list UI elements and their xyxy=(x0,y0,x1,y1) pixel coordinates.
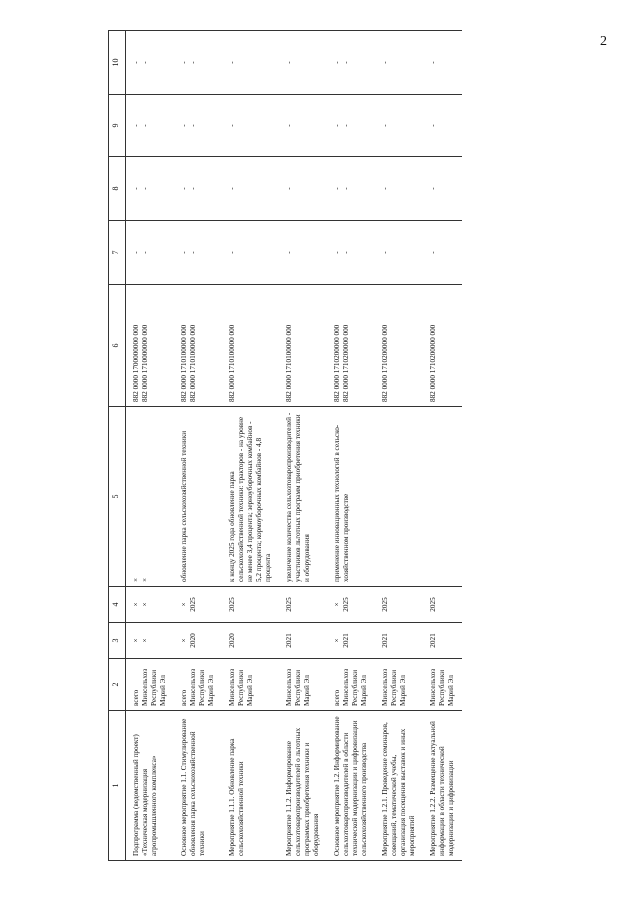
table-cell-col2: Минсельхоз Республики Марий Эл xyxy=(423,659,462,711)
col-header-7: 7 xyxy=(109,221,126,285)
table-cell-col8: - - xyxy=(174,157,222,221)
table-cell-col5: × × xyxy=(126,407,175,587)
table-cell-col9: - - xyxy=(174,95,222,157)
table-cell-col5: увеличение количества сельхозтоваропроизводителей - участников льготных программ приобретения техники и оборудования xyxy=(279,407,327,587)
table-cell-col3: × 2021 xyxy=(327,623,375,659)
table-cell-col7: - - xyxy=(327,221,375,285)
table-cell-col6: 882 0000 1710200000 000 xyxy=(423,285,462,407)
col-header-6: 6 xyxy=(109,285,126,407)
table-cell-col6: 882 0000 1710100000 000 xyxy=(279,285,327,407)
table-cell-col4: × 2025 xyxy=(174,587,222,623)
table-cell-col10: - xyxy=(222,31,279,95)
table-cell-col3: × × xyxy=(126,623,175,659)
table-row xyxy=(375,31,423,861)
table-cell-col1: Основное мероприятие 1.1. Стимулирование обновления парка сельскохозяйственной техники xyxy=(174,711,222,861)
table-cell-col8: - xyxy=(375,157,423,221)
table-cell-col5: обновление парка сельскохозяйственной техники xyxy=(174,407,222,587)
col-header-5: 5 xyxy=(109,407,126,587)
table-cell-col10: - xyxy=(375,31,423,95)
table-cell-col4: 2025 xyxy=(222,587,279,623)
table-cell-col4: × 2025 xyxy=(327,587,375,623)
page-number: 2 xyxy=(600,34,607,49)
col-header-3: 3 xyxy=(109,623,126,659)
table-cell-col6: 882 0000 1710100000 000 xyxy=(222,285,279,407)
table-row xyxy=(174,31,222,861)
table-cell-col1: Основное мероприятие 1.2. Информирование сельхозтоваропроизводителей в области технической модернизации и цифровизации сельскохозяйственного производства xyxy=(327,711,375,861)
table-cell-col6: 882 0000 1710100000 000 882 0000 1710100000 000 xyxy=(174,285,222,407)
table-cell-col1: Мероприятие 1.1.1. Обновление парка сельскохозяйственной техники xyxy=(222,711,279,861)
table-cell-col9: - xyxy=(279,95,327,157)
table-cell-col9: - xyxy=(423,95,462,157)
table-cell-col7: - xyxy=(423,221,462,285)
table-cell-col8: - - xyxy=(327,157,375,221)
table-cell-col3: 2021 xyxy=(423,623,462,659)
table-cell-col2: всего Минсельхоз Республики Марий Эл xyxy=(174,659,222,711)
table-cell-col3: 2021 xyxy=(279,623,327,659)
col-header-8: 8 xyxy=(109,157,126,221)
table-cell-col4: 2025 xyxy=(375,587,423,623)
table-cell-col2: всего Минсельхоз Республики Марий Эл xyxy=(126,659,175,711)
table-cell-col4: 2025 xyxy=(279,587,327,623)
table-cell-col10: - - xyxy=(327,31,375,95)
table-cell-col8: - xyxy=(279,157,327,221)
table-row xyxy=(423,31,462,861)
table-cell-col6: 882 0000 1710200000 000 882 0000 1710200000 000 xyxy=(327,285,375,407)
table-cell-col7: - xyxy=(279,221,327,285)
table-cell-col2: Минсельхоз Республики Марий Эл xyxy=(222,659,279,711)
table-cell-col8: - xyxy=(222,157,279,221)
table-cell-col10: - xyxy=(423,31,462,95)
table-cell-col4: × × xyxy=(126,587,175,623)
col-header-9: 9 xyxy=(109,95,126,157)
table-cell-col9: - - xyxy=(126,95,175,157)
table-cell-col1: Мероприятие 1.2.1. Проведение семинаров, совещаний, тематической учебы, организация посещения выставок и иных мероприятий xyxy=(375,711,423,861)
header-row xyxy=(109,31,126,861)
table-cell-col2: Минсельхоз Республики Марий Эл xyxy=(279,659,327,711)
col-header-2: 2 xyxy=(109,659,126,711)
table-cell-col10: - - xyxy=(174,31,222,95)
table-row xyxy=(222,31,279,861)
table-cell-col8: - xyxy=(423,157,462,221)
table-cell-col5: применение инновационных технологий в сельско-хозяйственном производстве xyxy=(327,407,375,587)
table-cell-col6: 882 0000 1700000000 000 882 0000 1710000000 000 xyxy=(126,285,175,407)
table-cell-col1: Подпрограмма (ведомственный проект) «Техническая модернизация агропромышленного комплекса» xyxy=(126,711,175,861)
table-cell-col9: - xyxy=(375,95,423,157)
table-cell-col3: × 2020 xyxy=(174,623,222,659)
table-cell-col1: Мероприятие 1.2.2. Размещение актуальной информации в области технической модернизации и цифровизации xyxy=(423,711,462,861)
table-cell-col1: Мероприятие 1.1.2. Информирование сельхозтоваропроизводителей о льготных программах приобретения техники и оборудования xyxy=(279,711,327,861)
table-cell-col9: - xyxy=(222,95,279,157)
table-cell-col3: 2021 xyxy=(375,623,423,659)
table-cell-col7: - xyxy=(222,221,279,285)
table-cell-col3: 2020 xyxy=(222,623,279,659)
table-cell-col5 xyxy=(423,407,462,587)
landscape-table-area xyxy=(108,31,614,861)
table-cell-col5 xyxy=(375,407,423,587)
table-cell-col5: к концу 2025 года обновление парка сельскохозяйственной техники: тракторов - на уровне не менее 3,4 процента; зерноуборочных комбайнов - 5,2 процента; кормоуборочных комбайнов - 4,8 процента xyxy=(222,407,279,587)
table-row xyxy=(279,31,327,861)
table-cell-col10: - - xyxy=(126,31,175,95)
table-cell-col7: - xyxy=(375,221,423,285)
table-cell-col7: - - xyxy=(126,221,175,285)
col-header-1: 1 xyxy=(109,711,126,861)
table-cell-col2: всего Минсельхоз Республики Марий Эл xyxy=(327,659,375,711)
program-table xyxy=(108,30,462,861)
col-header-4: 4 xyxy=(109,587,126,623)
table-cell-col2: Минсельхоз Республики Марий Эл xyxy=(375,659,423,711)
table-cell-col6: 882 0000 1710200000 000 xyxy=(375,285,423,407)
table-row xyxy=(327,31,375,861)
table-cell-col8: - - xyxy=(126,157,175,221)
table-cell-col9: - - xyxy=(327,95,375,157)
table-cell-col4: 2025 xyxy=(423,587,462,623)
table-cell-col10: - xyxy=(279,31,327,95)
table-row xyxy=(126,31,175,861)
col-header-10: 10 xyxy=(109,31,126,95)
table-cell-col7: - - xyxy=(174,221,222,285)
